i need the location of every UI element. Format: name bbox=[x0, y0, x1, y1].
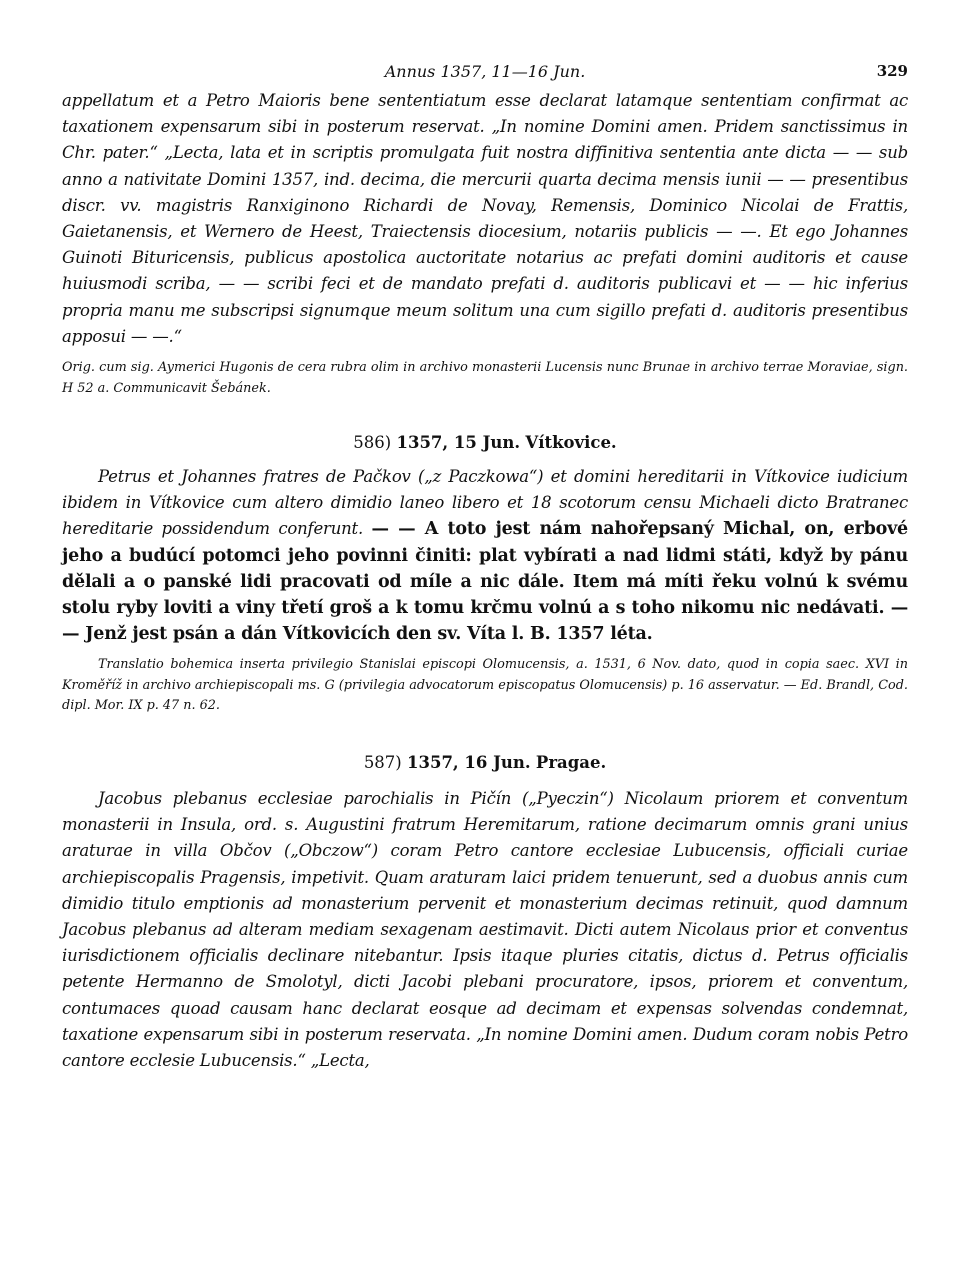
entry-586-place: Vítkovice. bbox=[525, 433, 617, 453]
entry-586-date: 1357, 15 Jun. bbox=[396, 433, 521, 453]
entry-586-latin-summary: Petrus et Johannes fratres de Pačkov („z Paczkowa“) et domini hereditarii in Vítkovice iudicium ibidem in Vítkovice cum altero dimidio laneo libero et 18 scotorum censu Michaeli dicto Bratranec hereditarie possidendum conferunt. bbox=[62, 467, 908, 539]
running-header bbox=[62, 62, 908, 88]
entry-586-czech-text: — — A toto jest nám nahořepsaný Michal, on, erbové jeho a budúcí potomci jeho povinni činiti: plat vybírati a nad lidmi státi, když by pánu dělali a o panské lidi pracovati od míle a nic dále. Item má míti řeku volnú k svému stolu ryby loviti a viny třetí groš a k tomu krčmu volnú a s toho nikomu nic nedávati. — — Jenž jest psán a dán Vítkovicích den sv. Víta l. B. 1357 léta. bbox=[62, 519, 908, 645]
entry-587-place: Pragae. bbox=[535, 752, 607, 772]
page-number: 329 bbox=[876, 62, 908, 80]
entry-586-source-note: Translatio bohemica inserta privilegio Stanislai episcopi Olomucensis, a. 1531, 6 Nov. dato, quod in copia saec. XVI in Kroměříž in archivo archiepiscopali ms. G (privilegia advocatorum episcopatus Olomucensis) p. 16 asservatur. — Ed. Brandl, Cod. dipl. Mor. IX p. 47 n. 62. bbox=[62, 657, 908, 714]
entry-587-number: 587) bbox=[363, 752, 402, 772]
entry-587-body: Jacobus plebanus ecclesiae parochialis in Pičín („Pyeczin“) Nicolaum priorem et conventum monasterii in Insula, ord. s. Augustini fratrum Heremitarum, ratione decimarum omnis grani unius araturae in villa Občov („Obczow“) coram Petro cantore ecclesiae Lubucensis, officiali curiae archiepiscopalis Pragensis, impetivit. Quam araturam laici pridem tenuerunt, sed a duobus annis cum dimidio titulo emptionis ad monasterium pervenit et monasterium decimas retinuit, quod damnum Jacobus plebanus ad alteram mediam sexagenam aestimavit. Dicti autem Nicolaus prior et conventus iurisdictionem officialis declinare nitebantur. Ipsis itaque pluries citatis, dictus d. Petrus officialis petente Hermanno de Smolotyl, dicti Jacobi plebani procuratore, ipsos, priorem et conventum, contumaces quoad causam hanc declarat eosque ad decimam et expensas solvendas condemnat, taxatione expensarum sibi in posterum reservata. „In nomine Domini amen. Dudum coram nobis Petro cantore ecclesie Lubucensis.“ „Lecta, bbox=[62, 788, 908, 1070]
entry-585-source-note: Orig. cum sig. Aymerici Hugonis de cera rubra olim in archivo monasterii Lucensis nunc Brunae in archivo terrae Moraviae, sign. H 52 a. Communicavit Šebánek. bbox=[62, 360, 908, 396]
entry-586-body bbox=[62, 464, 908, 647]
entry-587-heading bbox=[62, 753, 908, 772]
entry-586-number: 586) bbox=[353, 433, 392, 453]
entry-585-continuation: appellatum et a Petro Maioris bene sententiatum esse declarat latamque sententiam confirmat ac taxationem expensarum sibi in posterum reservat. „In nomine Domini amen. Pridem sanctissimus in Chr. pater.“ „Lecta, lata et in scriptis promulgata fuit nostra diffinitiva sententia ante dicta — — sub anno a nativitate Domini 1357, ind. decima, die mercurii quarta decima mensis iunii — — presentibus discr. vv. magistris Ranxiginono Richardi de Novay, Remensis, Dominico Nicolai de Frattis, Gaietanensis, et Wernero de Heest, Traiectensis diocesium, notariis publicis — —. Et ego Johannes Guinoti Bituricensis, publicus apostolica auctoritate notarius ac prefati domini auditoris et cause huiusmodi scriba, — — scribi feci et de mandato prefati d. auditoris publicavi et — — hic inferius propria manu me subscripsi signumque meum solitum una cum sigillo prefati d. auditoris presentibus apposui — —.“ bbox=[62, 91, 908, 346]
entry-587-date: 1357, 16 Jun. bbox=[407, 752, 531, 772]
running-title: Annus 1357, 11—16 Jun. bbox=[384, 62, 586, 81]
page bbox=[62, 62, 908, 1074]
entry-586-heading bbox=[62, 433, 908, 452]
